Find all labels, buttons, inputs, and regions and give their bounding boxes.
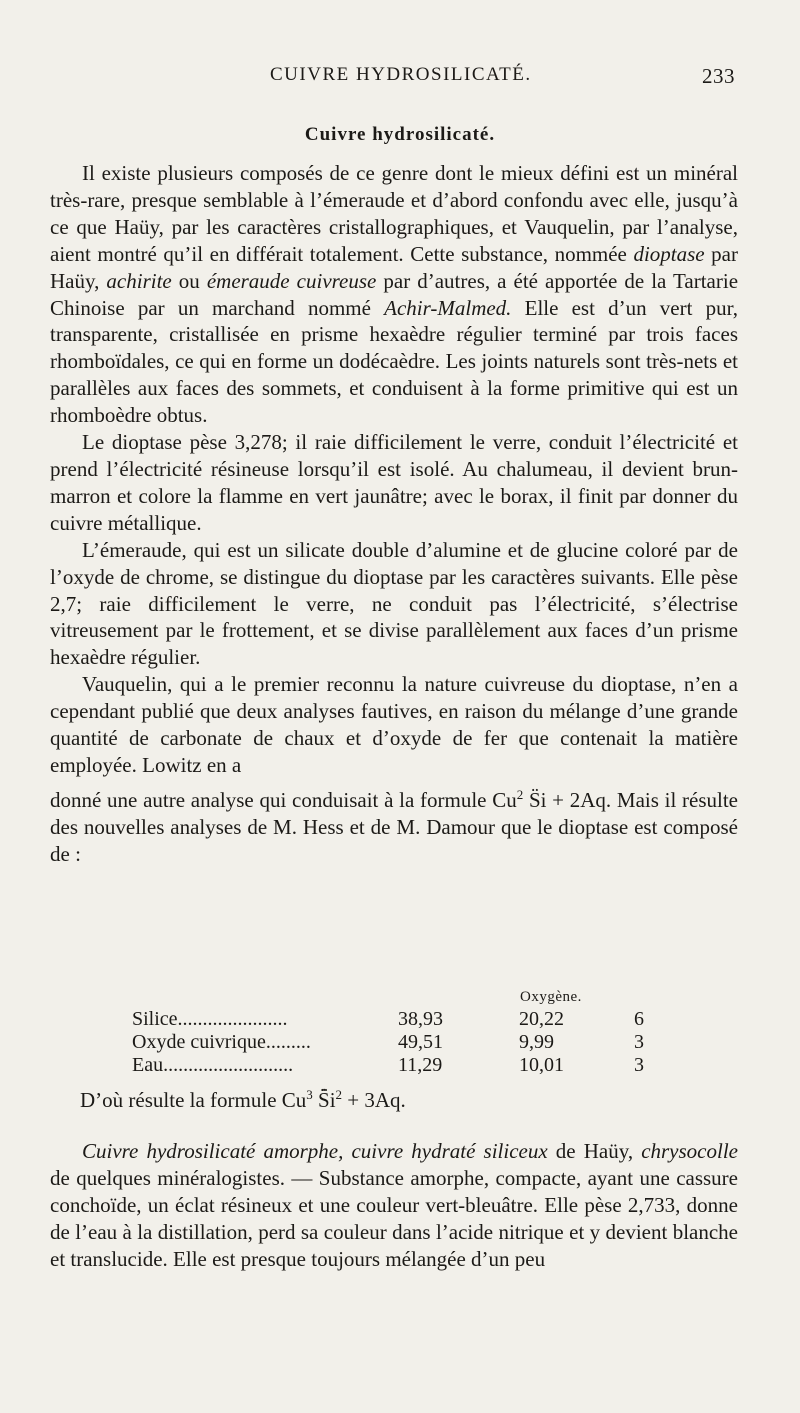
term-emeraude-cuivreuse: émeraude cuivreuse [206, 268, 377, 293]
text-run: de quelques minéralogistes. — Substance amorphe, compacte, ayant une cassure conchoïde, un éclat résineux et une couleur vert-bleuâtre. Elle pèse 2,733, donne de l’eau à la distillation, perd sa couleur dans l’acide nitrique et y devient blanche et translucide. Elle est presque toujours mélangée d’un peu [50, 1166, 738, 1271]
oxygen-column-header: Oxygène. [520, 989, 582, 1005]
page-header [60, 62, 735, 96]
superscript: 2 [335, 1087, 343, 1102]
oxygen-value: 9,99 [519, 1031, 554, 1053]
mass-percent: 11,29 [398, 1054, 443, 1076]
paragraph-emeraude: L’émeraude, qui est un silicate double d’alumine et de glucine coloré par de l’oxyde de chrome, se distingue du dioptase par les caractères suivants. Elle pèse 2,7; raie difficilement le verre, ne conduit pas l’électricité, s’électrise vitreusement par le frottement, et se divise parallèlement aux faces d’un prisme hexaèdre régulier. [50, 537, 738, 670]
text-run: Il existe plusieurs composés de ce genre dont le mieux défini est un minéral très-rare, presque semblable à l’émeraude et d’abord confondu avec elle, jusqu’à ce que Haüy, par les caractères cristallographiques, et Vauquelin, par l’analyse, aient montré qu’il en différait totalement. Cette substance, nommée [50, 161, 738, 266]
text-run: ou [171, 268, 207, 293]
text-run: S̈i + 2Aq. Mais il résulte des nouvelles analyses de M. Hess et de M. Damour que le dioptase est composé de : [50, 787, 738, 866]
paragraph-lowitz-formula [50, 787, 738, 868]
component-name: Eau.......................... [132, 1054, 294, 1076]
superscript: 3 [306, 1087, 313, 1102]
text-run: D’où résulte la formule Cu [80, 1088, 307, 1112]
running-title: CUIVRE HYDROSILICATÉ. [270, 64, 532, 85]
oxygen-ratio: 6 [634, 1008, 644, 1030]
table-row [132, 1054, 652, 1077]
component-name: Oxyde cuivrique......... [132, 1031, 311, 1053]
text-run: donné une autre analyse qui conduisait à la formule Cu [50, 787, 517, 812]
text-run: S̈̇i [312, 1088, 336, 1112]
composition-table [132, 1008, 652, 1077]
term-achirite: achirite [106, 268, 172, 293]
term-chrysocolle: chrysocolle [641, 1139, 738, 1163]
term-cuivre-hydrosilicate-amorphe: Cuivre hydrosilicaté amorphe, cuivre hydraté siliceux [82, 1139, 548, 1163]
text-run: par d’autres, a été apportée de la Tartarie Chinoise par un marchand nommé [50, 268, 739, 320]
chrysocolle-text [50, 1138, 738, 1273]
result-formula [80, 1088, 406, 1113]
paragraph-vauquelin: Vauquelin, qui a le premier reconnu la nature cuivreuse du dioptase, n’en a cependant publié que deux analyses fautives, en raison du mélange d’une grande quantité de carbonate de chaux et d’oxyde de fer que contenait la matière employée. Lowitz en a [50, 672, 738, 777]
paragraph-dioptase-properties: Le dioptase pèse 3,278; il raie difficilement le verre, conduit l’électricité et prend l’électricité résineuse lorsqu’il est isolé. Au chalumeau, il devient brun-marron et colore la flamme en vert jaunâtre; avec le borax, il finit par donner du cuivre métallique. [50, 430, 738, 535]
text-run: par Haüy, [50, 241, 738, 293]
component-name: Silice...................... [132, 1008, 288, 1030]
table-row [132, 1008, 652, 1031]
superscript: 2 [516, 786, 524, 802]
paragraph-dioptase-intro [50, 160, 738, 429]
table-row [132, 1031, 652, 1054]
section-title: Cuivre hydrosilicaté. [304, 124, 496, 145]
text-run: + 3Aq. [342, 1088, 406, 1112]
page-number: 233 [702, 64, 735, 88]
oxygen-ratio: 3 [634, 1031, 644, 1053]
oxygen-ratio: 3 [634, 1054, 644, 1076]
text-run: Elle est d’un vert pur, transparente, cristallisée en prisme hexaèdre régulier terminé par trois faces rhomboïdales, ce qui en forme un dodécaèdre. Les joints naturels sont très-nets et parallèles aux faces des sommets, et conduisent à la forme primitive qui est un rhomboèdre obtus. [50, 295, 738, 428]
mass-percent: 49,51 [398, 1031, 443, 1053]
term-dioptase: dioptase [633, 241, 705, 266]
text-run: de Haüy, [547, 1139, 642, 1163]
mass-percent: 38,93 [398, 1008, 443, 1030]
paragraph-chrysocolle [50, 1138, 738, 1273]
term-merchant-name: Achir-Malmed. [384, 295, 512, 320]
oxygen-value: 10,01 [519, 1054, 564, 1076]
main-text [50, 160, 738, 868]
oxygen-value: 20,22 [519, 1008, 564, 1030]
